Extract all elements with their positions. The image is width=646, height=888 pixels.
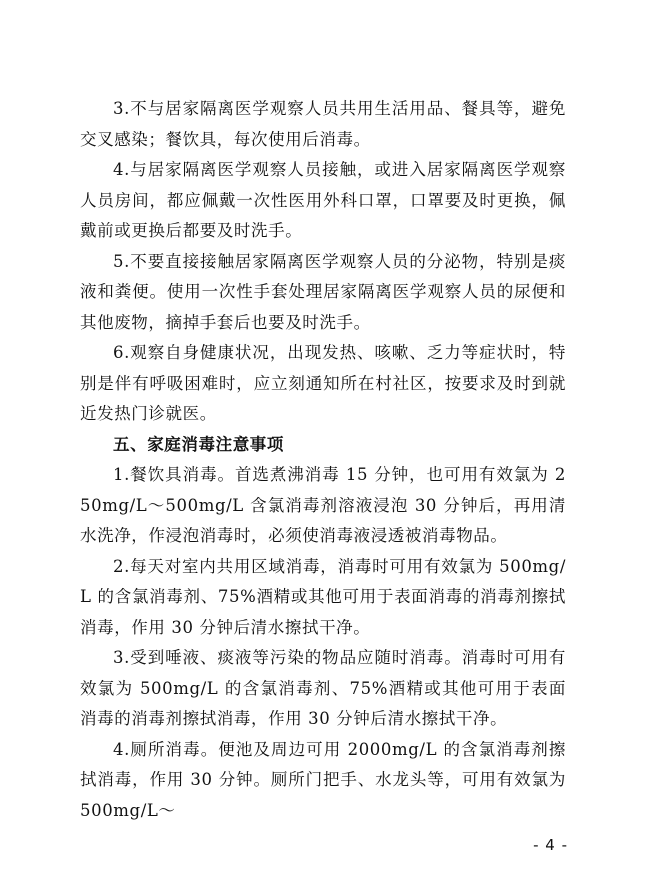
disinfection-item-2: 2.每天对室内共用区域消毒，消毒时可用有效氯为 500mg/L 的含氯消毒剂、75%酒精或其他可用于表面消毒的消毒剂擦拭消毒，作用 30 分钟后清水擦拭干净。 [80, 556, 566, 637]
paragraph-item-5: 5.不要直接接触居家隔离医学观察人员的分泌物，特别是痰液和粪便。使用一次性手套处理居家隔离医学观察人员的尿便和其他废物，摘掉手套后也要及时洗手。 [80, 251, 566, 332]
disinfection-item-4: 4.厕所消毒。便池及周边可用 2000mg/L 的含氯消毒剂擦拭消毒，作用 30 分钟。厕所门把手、水龙头等，可用有效氯为 500mg/L～ [80, 739, 566, 820]
section-heading: 五、家庭消毒注意事项 [113, 434, 284, 454]
disinfection-item-3: 3.受到唾液、痰液等污染的物品应随时消毒。消毒时可用有效氯为 500mg/L 的含氯消毒剂、75%酒精或其他可用于表面消毒的消毒剂擦拭消毒，作用 30 分钟后清水擦拭干净。 [80, 648, 566, 728]
page-number: - 4 - [533, 836, 568, 854]
paragraph-item-6: 6.观察自身健康状况，出现发热、咳嗽、乏力等症状时，特别是伴有呼吸困难时，应立刻通知所在村社区，按要求及时到就近发热门诊就医。 [80, 343, 566, 423]
document-body [80, 94, 566, 826]
paragraph-item-4: 4.与居家隔离医学观察人员接触，或进入居家隔离医学观察人员房间，都应佩戴一次性医用外科口罩，口罩要及时更换，佩戴前或更换后都要及时洗手。 [80, 160, 566, 240]
disinfection-item-1: 1.餐饮具消毒。首选煮沸消毒 15 分钟，也可用有效氯为 250mg/L～500mg/L 含氯消毒剂溶液浸泡 30 分钟后，再用清水洗净，作浸泡消毒时，必须使消毒液浸透被消毒物品。 [80, 465, 566, 545]
paragraph-item-3: 3.不与居家隔离医学观察人员共用生活用品、餐具等，避免交叉感染；餐饮具，每次使用后消毒。 [80, 99, 566, 149]
